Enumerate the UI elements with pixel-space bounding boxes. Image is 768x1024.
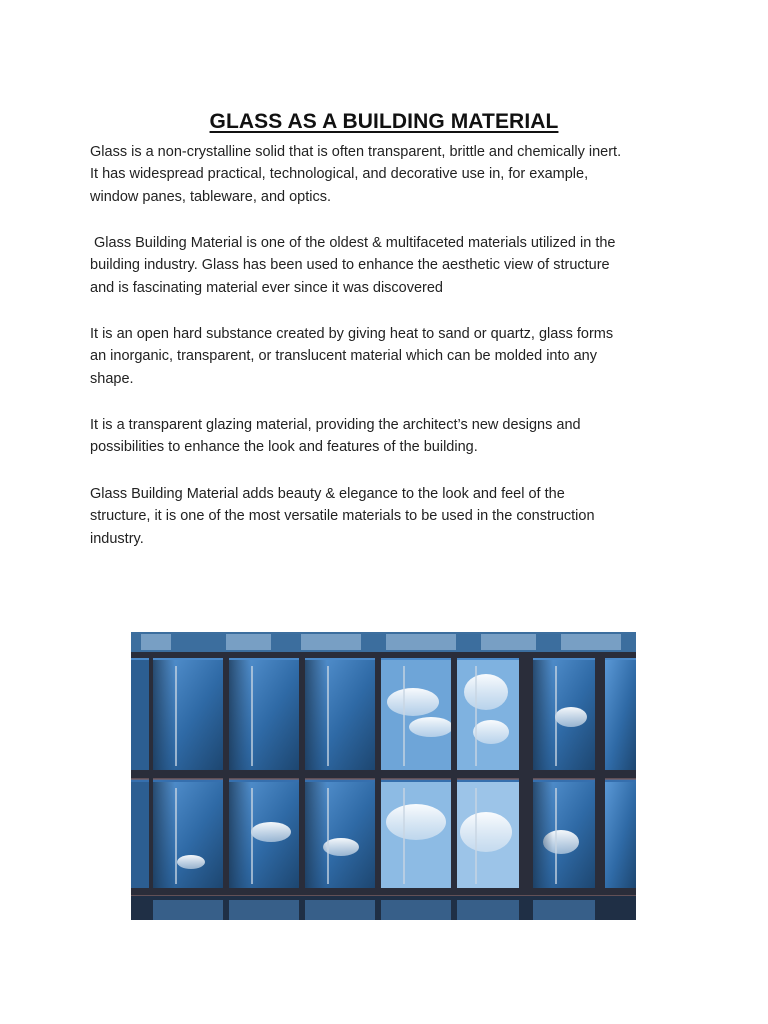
- paragraph-history: Glass Building Material is one of the oldest & multifaceted materials utilized in the building industry. Glass has been used to enhance the aesthetic view of structure and is fascinating material ever since it was discovered: [90, 235, 616, 296]
- paragraph-definition: Glass is a non-crystalline solid that is often transparent, brittle and chemically inert. It has widespread practical, technological, and decorative use in, for example, window panes, tableware, and optics.: [90, 144, 622, 205]
- paragraph-composition: It is an open hard substance created by giving heat to sand or quartz, glass forms an inorganic, transparent, or translucent material which can be molded into any shape.: [90, 326, 614, 387]
- glass-facade-image: [131, 632, 636, 920]
- paragraph-versatility: Glass Building Material adds beauty & elegance to the look and feel of the structure, it is one of the most versatile materials to be used in the construction industry.: [90, 486, 595, 547]
- paragraph-glazing: It is a transparent glazing material, providing the architect’s new designs and possibilities to enhance the look and features of the building.: [90, 417, 581, 456]
- page-title: GLASS AS A BUILDING MATERIAL: [209, 110, 559, 134]
